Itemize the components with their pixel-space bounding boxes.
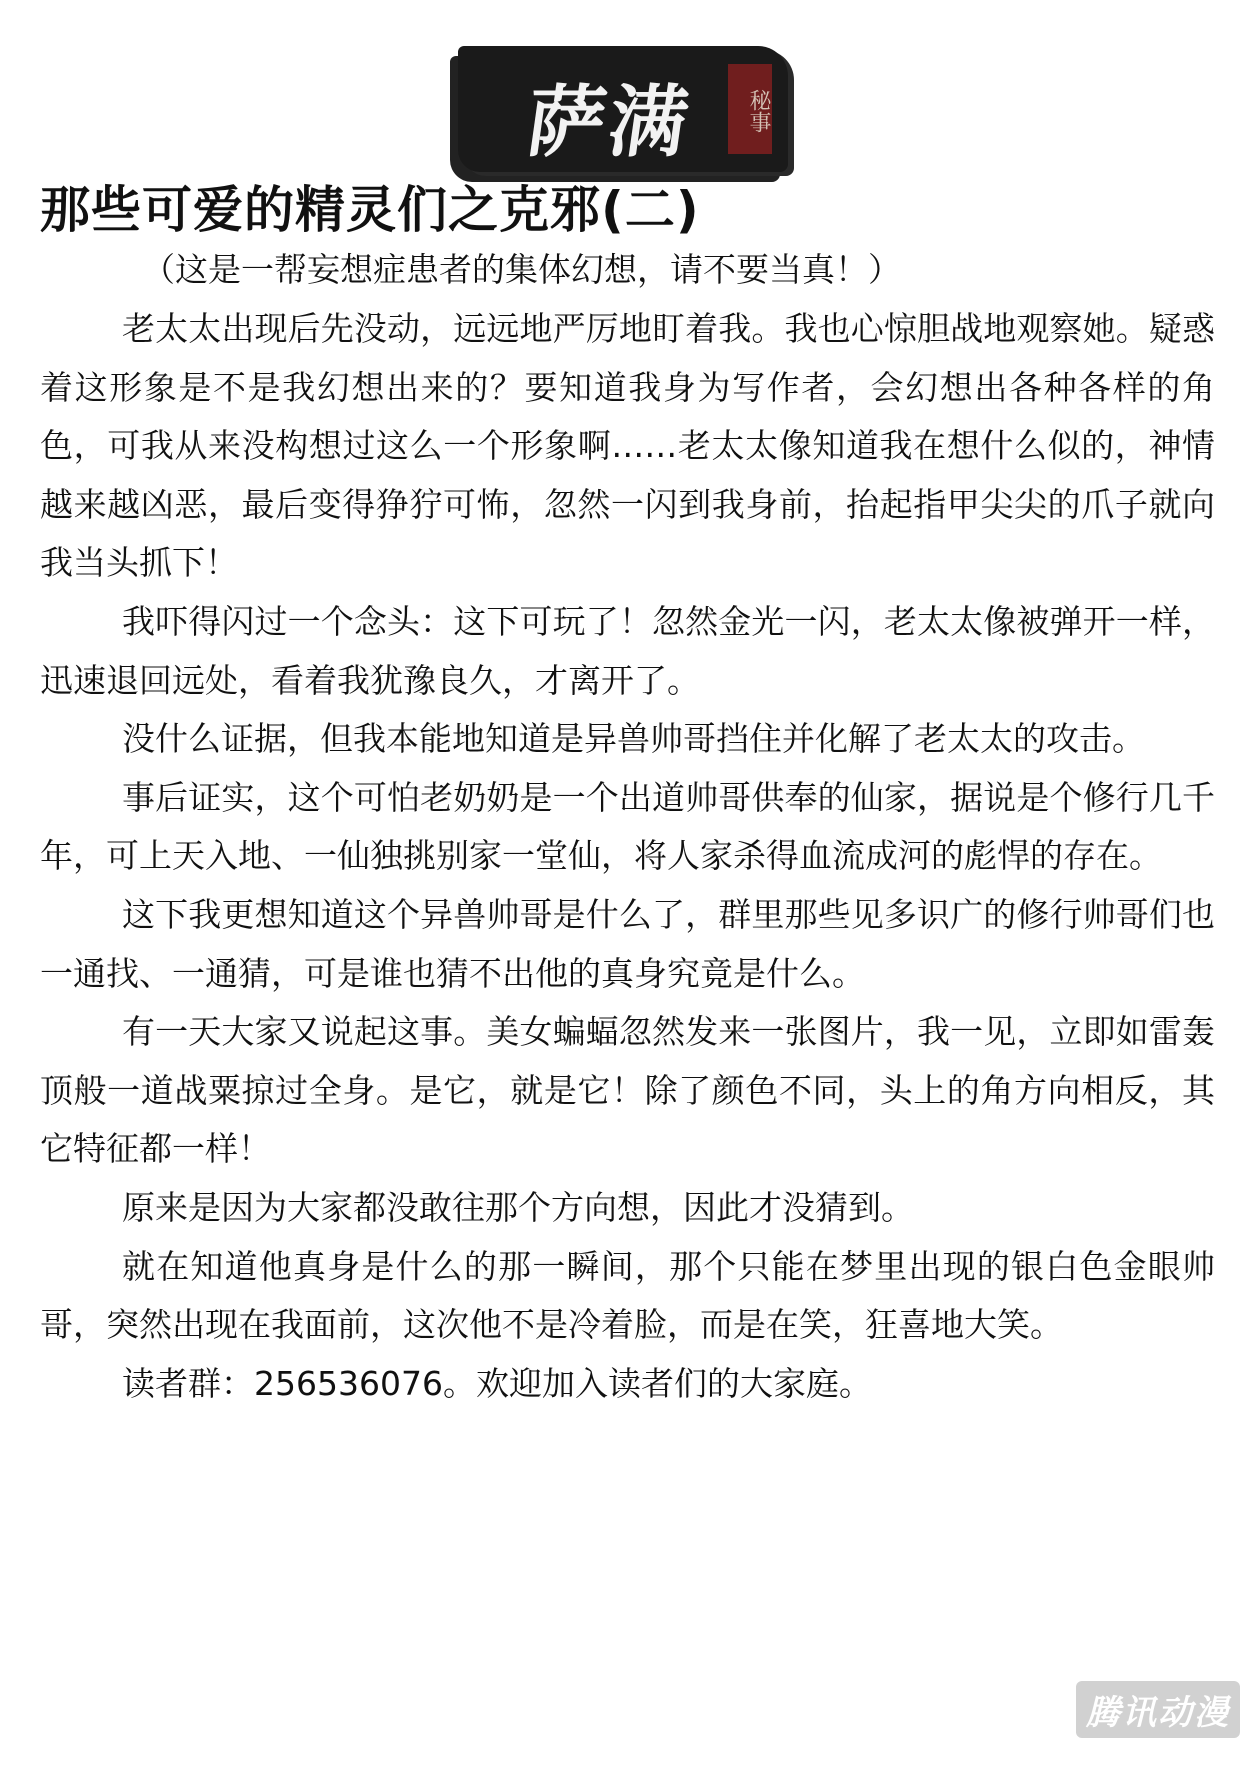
- paragraph: 老太太出现后先没动，远远地严厉地盯着我。我也心惊胆战地观察她。疑惑着这形象是不是我幻想出来的？要知道我身为写作者，会幻想出各种各样的角色，可我从来没构想过这么一个形象啊……老太太像知道我在想什么似的，神情越来越凶恶，最后变得狰狞可怖，忽然一闪到我身前，抬起指甲尖尖的爪子就向我当头抓下！: [40, 309, 1215, 583]
- article-body: [40, 300, 1215, 1413]
- paragraph: 有一天大家又说起这事。美女蝙蝠忽然发来一张图片，我一见，立即如雷轰顶般一道战粟掠过全身。是它，就是它！除了颜色不同，头上的角方向相反，其它特征都一样！: [40, 1012, 1215, 1169]
- paragraph: 没什么证据，但我本能地知道是异兽帅哥挡住并化解了老太太的攻击。: [122, 719, 1145, 759]
- reader-group-note: 读者群：256536076。欢迎加入读者们的大家庭。: [122, 1363, 872, 1403]
- logo-seal: 秘事: [728, 64, 772, 154]
- paragraph: 事后证实，这个可怕老奶奶是一个出道帅哥供奉的仙家，据说是个修行几千年，可上天入地、一仙独挑别家一堂仙，将人家杀得血流成河的彪悍的存在。: [40, 777, 1215, 876]
- paragraph: 我吓得闪过一个念头：这下可玩了！忽然金光一闪，老太太像被弹开一样，迅速退回远处，看着我犹豫良久，才离开了。: [40, 601, 1215, 700]
- logo: [458, 46, 788, 172]
- paragraph: 就在知道他真身是什么的那一瞬间，那个只能在梦里出现的银白色金眼帅哥，突然出现在我面前，这次他不是冷着脸，而是在笑，狂喜地大笑。: [40, 1246, 1215, 1345]
- article-title: 那些可爱的精灵们之克邪(二): [40, 181, 700, 239]
- paragraph: 这下我更想知道这个异兽帅哥是什么了，群里那些见多识广的修行帅哥们也一通找、一通猜，可是谁也猜不出他的真身究竟是什么。: [40, 894, 1215, 993]
- article-subtitle: （这是一帮妄想症患者的集体幻想，请不要当真！）: [142, 250, 901, 289]
- paragraph: 原来是因为大家都没敢往那个方向想，因此才没猜到。: [122, 1187, 914, 1227]
- logo-title: 萨满: [520, 77, 698, 168]
- watermark: 腾讯动漫: [1076, 1681, 1240, 1738]
